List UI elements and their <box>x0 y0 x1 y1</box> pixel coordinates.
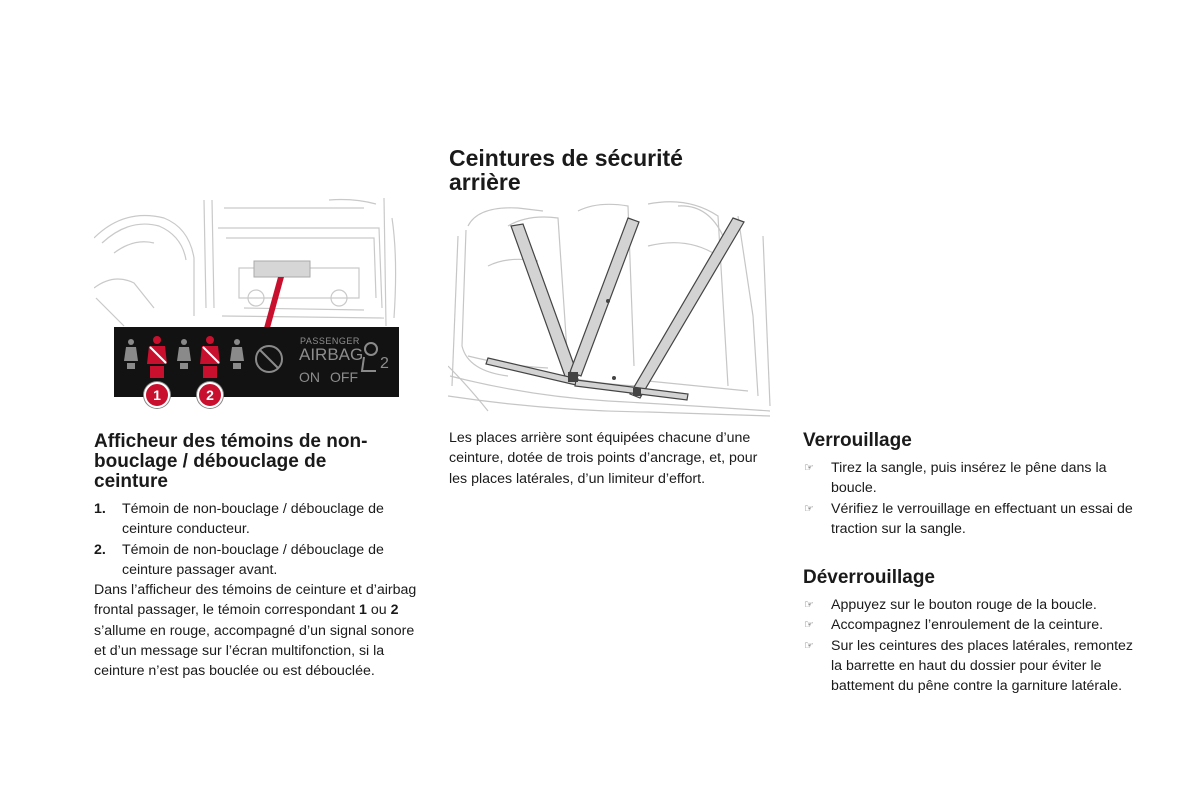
list-text: Sur les ceintures des places latérales, remontez la barrette en haut du dossier pour éviter le battement du pêne contre la garniture latérale. <box>831 637 1134 695</box>
middle-paragraph: Les places arrière sont équipées chacune d’une ceinture, dotée de trois points d’ancrage, et, pour les places latérales, d’un limiteur d’effort. <box>449 430 758 487</box>
pointing-hand-icon: ☞ <box>804 462 814 474</box>
paragraph-number: 1 <box>359 602 367 619</box>
paragraph-number: 2 <box>390 602 399 619</box>
list-item <box>803 499 1133 540</box>
pointing-hand-icon: ☞ <box>804 502 814 515</box>
list-item <box>803 458 1133 499</box>
list-text: Appuyez sur le bouton rouge de la boucle. <box>831 597 1097 613</box>
pointing-hand-icon: ☞ <box>804 599 814 611</box>
paragraph-text: s’allume en rouge, accompagné d’un signal sonore et d’un message sur l’écran multifonction, si la ceinture n’est pas bouclée ou est débouclée. <box>94 622 415 680</box>
pointing-hand-icon: ☞ <box>804 639 814 652</box>
deverrouillage-heading: Déverrouillage <box>803 567 935 588</box>
list-number: 1. <box>94 501 106 517</box>
off-label: OFF <box>330 369 358 385</box>
seat-count-icon <box>362 343 377 371</box>
on-label: ON <box>299 369 320 385</box>
pointing-hand-icon: ☞ <box>804 619 814 632</box>
seatbelt-red-icon <box>200 336 220 378</box>
airbag-off-icon <box>256 346 282 372</box>
list-item <box>803 615 1138 635</box>
left-body <box>94 499 424 682</box>
rear-seatbelts-illustration <box>448 196 774 418</box>
list-text: Témoin de non-bouclage / débouclage de ceinture conducteur. <box>122 501 384 538</box>
seatbelt-icon <box>124 339 138 369</box>
page-title: Ceintures de sécurité arrière <box>449 145 683 195</box>
seatbelt-red-icon <box>147 336 167 378</box>
list-item <box>94 499 424 540</box>
verrouillage-list <box>803 458 1133 539</box>
deverrouillage-list <box>803 595 1138 696</box>
list-text: Accompagnez l’enroulement de la ceinture. <box>831 617 1104 634</box>
airbag-label: AIRBAG <box>299 345 364 364</box>
left-section-heading: Afficheur des témoins de non-bouclage / débouclage de ceinture <box>94 431 368 492</box>
seatbelt-icon <box>230 339 244 369</box>
passenger-label: PASSENGER <box>300 336 360 346</box>
seat-count: 2 <box>380 355 389 372</box>
list-item <box>94 540 424 581</box>
list-text: Tirez la sangle, puis insérez le pêne dans la boucle. <box>831 460 1107 497</box>
callout-badge-1: 1 <box>144 382 170 408</box>
paragraph-text: ou <box>366 602 391 619</box>
list-text: Vérifiez le verrouillage en effectuant un essai de traction sur la sangle. <box>831 500 1133 537</box>
left-paragraph <box>94 580 424 681</box>
indicator-list <box>94 499 424 580</box>
list-text: Témoin de non-bouclage / débouclage de ceinture passager avant. <box>122 541 384 578</box>
seatbelt-icon <box>177 339 191 369</box>
list-item <box>803 636 1138 697</box>
list-number: 2. <box>94 541 106 558</box>
callout-badge-2: 2 <box>197 382 223 408</box>
verrouillage-heading: Verrouillage <box>803 430 912 451</box>
list-item <box>803 595 1138 615</box>
paragraph-text: Dans l’afficheur des témoins de ceinture et d’airbag frontal passager, le témoin correspondant <box>94 582 417 619</box>
dashboard-illustration <box>94 198 398 330</box>
